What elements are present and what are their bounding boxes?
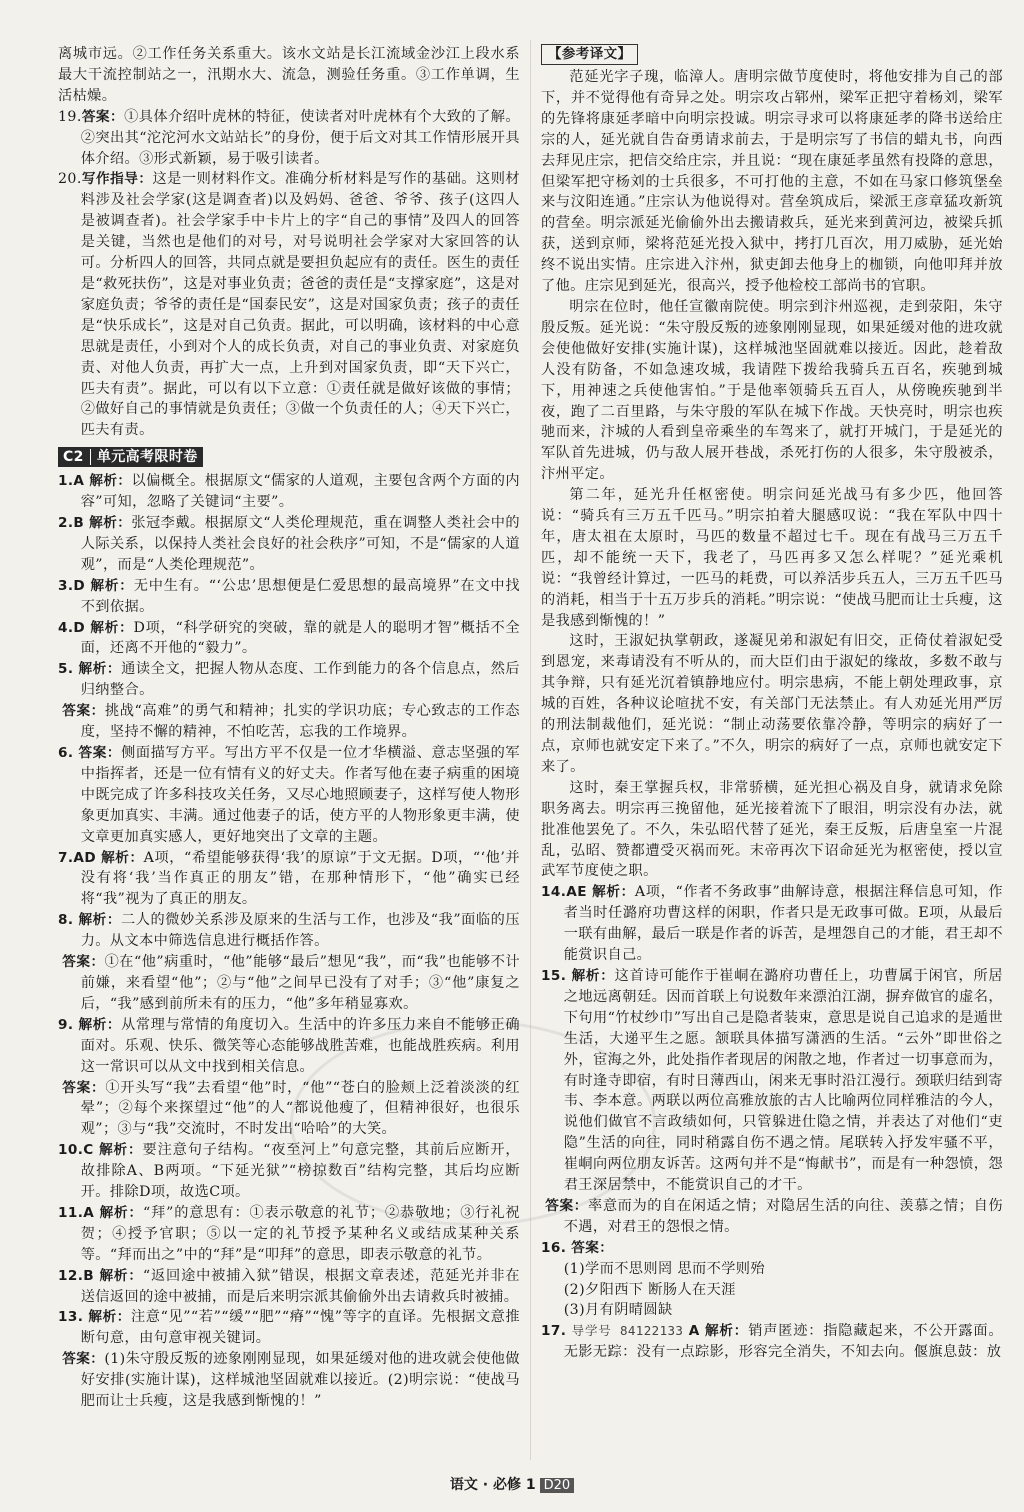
answer-item bbox=[58, 576, 520, 618]
answer-line: (3)月有阴晴圆缺 bbox=[563, 1302, 673, 1319]
item-number: 1.A bbox=[58, 473, 85, 490]
answer-line bbox=[58, 952, 520, 1015]
item-text: 这首诗可能作于崔峒在潞府功曹任上，功曹属于闲官，所居之地远离朝廷。因而首联上句说数年来漂泊江湖，摒弃做官的虚名，下句用“竹杖纱巾”写出自己是隐者装束，意思是说自己追求的是遁世生活，大递平生之愿。颔联具体描写潇洒的生活。“云外”即世俗之外，宦海之外，此处指作者现居的闲散之地，作者过一切事意而为，有时逢寺即宿，有时日薄西山，闲来无事时沿江漫行。颈联归结到寄韦、李本意。两联以两位高雅放旅的古人比喻两位同样雅洁的今人，说他们做官不言政绩如何，只管躲进仕隐之情，并表达了对他们“吏隐”生活的向往，同时稍露自伤不遇之情。尾联转入抒发牢骚不平，崔峒向两位朋友诉苦。这两句并不是“悔献书”，而是有一种怨愤，怨君王深居禁中，不能赏识自己的才干。 bbox=[563, 967, 1003, 1194]
answer-line bbox=[541, 1196, 1003, 1238]
column-divider bbox=[530, 40, 531, 1460]
item-label: 解析： bbox=[704, 1323, 749, 1340]
answer-label: 答案： bbox=[62, 954, 105, 971]
item-label: 解析： bbox=[99, 1204, 143, 1221]
item-number: 4.D bbox=[58, 619, 86, 636]
item-text: 无中生有。“‘公忠’思想便是仁爱思想的最高境界”在文中找不到依据。 bbox=[80, 577, 520, 615]
reference-translation-title: 【参考译文】 bbox=[541, 44, 638, 65]
answer-item bbox=[58, 513, 520, 576]
item-text: A项，“作者不务政事”曲解诗意，根据注释信息可知，作者当时任潞府功曹这样的闲职，作者只是无政事可做。E项，从最后一联有曲解，最后一联是作者的诉苦，是埋怨自己的才能，君王却不能赏识自己。 bbox=[563, 884, 1003, 964]
item-label: 解析： bbox=[90, 619, 134, 636]
item-number: 14.AE bbox=[541, 884, 587, 901]
item-number: 9. bbox=[58, 1016, 74, 1033]
answer-line: (1)学而不思则罔 思而不学则殆 bbox=[563, 1260, 765, 1277]
item-label: 解析： bbox=[78, 661, 122, 678]
item-label: 解析： bbox=[89, 473, 132, 490]
answer-label: 答案： bbox=[62, 1079, 106, 1096]
answer-label: 答案： bbox=[62, 703, 105, 720]
item-text: D项，“科学研究的突破，靠的就是人的聪明才智”概括不全面，还离不开他的“毅力”。 bbox=[80, 619, 520, 657]
item-text: 侧面描写方平。写出方平不仅是一位才华横溢、意志坚强的军中指挥者，还是一位有情有义的好丈夫。作者写他在妻子病重的困境中既完成了许多科技攻关任务，又尽心地照顾妻子，这样写使人物形象更加真实、丰满。通过他妻子的话，使方平的人物形象更丰满，使文章更加真实感人，更好地突出了文章的主题。 bbox=[80, 745, 520, 845]
item-text: 从常理与常情的角度切入。生活中的许多压力来自不能够正确面对。乐观、快乐、微笑等心态能够战胜苦难，也能战胜疾病。利用这一常识可以从文中找到相关信息。 bbox=[80, 1016, 520, 1075]
answer-item bbox=[58, 471, 520, 513]
item-number: 8. bbox=[58, 912, 74, 929]
translation-paragraph: 这时，秦王掌握兵权，非常骄横，延光担心祸及自身，就请求免除职务离去。明宗再三挽留他，延光接着流下了眼泪，明宗没有办法，就批准他罢免了。不久，朱弘昭代替了延光，秦王反叛，后唐皇室一片混乱，弘昭、赞都遭受灭祸而死。末帝再次下诏命延光为枢密使，授以宣武军节度使之职。 bbox=[541, 779, 1003, 880]
answer-label: 答案： bbox=[545, 1197, 588, 1214]
answer-text: (1)朱守殷反叛的迹象刚刚显现，如果延缓对他的进攻就会使他做好安排(实施计谋)，这样城池坚固就难以接近。(2)明宗说：“使战马肥而让士兵瘦，这是我感到惭愧的！” bbox=[80, 1351, 520, 1410]
answer-item bbox=[58, 910, 520, 952]
item-number: 11.A bbox=[58, 1204, 95, 1221]
item-label: 答案： bbox=[78, 745, 122, 761]
q19-text: ①具体介绍叶虎林的特征，使读者对叶虎林有个大致的了解。②突出其“沱沱河水文站站长”的身份，便于后文对其工作情形展开具体介绍。③形式新颖，易于吸引读者。 bbox=[80, 108, 521, 167]
answer-label: 答案： bbox=[62, 1351, 105, 1368]
translation-paragraph: 第二年，延光升任枢密使。明宗问延光战马有多少匹，他回答说：“骑兵有三万五千匹马。”明宗拍着大腿感叹说：“我在军队中四十年，唐太祖在太原时，马匹的数量不超过七千。现在有战马三万五千匹，却不能统一天下，我老了，马匹再多又怎么样呢？”延光乘机说：“我曾经计算过，一匹马的耗费，可以养活步兵五人，三万五千匹马的消耗，相当于十五万步兵的消耗。”明宗说：“使战马肥而让士兵瘦，这是我感到惭愧的！” bbox=[541, 487, 1003, 629]
item-label: 解析： bbox=[78, 1016, 122, 1033]
item-number: 6. bbox=[58, 745, 74, 761]
answer-line bbox=[58, 1349, 520, 1412]
q19-label: 答案： bbox=[81, 108, 125, 125]
answer-text: 挑战“高难”的勇气和精神；扎实的学识功底；专心致志的工作态度，坚持不懈的精神，不怕吃苦，忘我的工作境界。 bbox=[80, 703, 521, 741]
translation-paragraph: 明宗在位时，他任宣徽南院使。明宗到汴州巡视，走到荥阳，朱守殷反叛。延光说：“朱守殷反叛的迹象刚刚显现，如果延缓对他的进攻就会使他做好安排(实施计谋)，这样城池坚固就难以接近。因此，趁着敌人没有防备，不如急速攻城，我请陛下拨给我骑兵五百名，疾驰到城下，用神速之兵使他害怕。”于是他率领骑兵五百人，从傍晚疾驰到半夜，跑了二百里路，与朱守殷的军队在城下作战。天快亮时，明宗也疾驰而来，汴城的人看到皇帝乘坐的车驾来了，就打开城门，于是延光的军队首先进城，仍与敌人展开巷战，杀死打伤的人很多，朱守殷被杀，汴州平定。 bbox=[541, 298, 1003, 483]
left-answer-list bbox=[58, 471, 520, 1412]
answer-item bbox=[58, 1266, 520, 1308]
item-number: 16. bbox=[541, 1239, 567, 1256]
q19-num: 19. bbox=[58, 108, 82, 125]
item-number: 17. bbox=[541, 1323, 567, 1340]
answer-item bbox=[541, 1238, 1003, 1259]
section-title: 单元高考限时卷 bbox=[96, 449, 198, 466]
item-text: A项，“希望能够获得‘我’的原谅”于文无据。D项，“‘他’并没有将‘我’当作真正的朋友”错，在那种情形下，“他”确实已经将“我”视为了真正的朋友。 bbox=[80, 849, 521, 908]
item-number: 7.AD bbox=[58, 849, 97, 866]
answer-item bbox=[58, 848, 520, 911]
answer-item bbox=[58, 618, 520, 660]
answer-item bbox=[58, 659, 520, 701]
answer-line: (2)夕阳西下 断肠人在天涯 bbox=[563, 1281, 736, 1298]
answer-item bbox=[541, 1321, 1003, 1363]
item-label: 解析： bbox=[90, 577, 134, 594]
item-label: 解析： bbox=[571, 967, 615, 984]
item-label: 答案： bbox=[571, 1239, 614, 1256]
item-text: 注意“见”“若”“缓”“肥”“瘠”“愧”等字的直译。先根据文意推断句意，由句意审视关键词。 bbox=[80, 1309, 520, 1347]
answer-item bbox=[541, 882, 1003, 966]
item-text: 以偏概全。根据原文“儒家的人道观，主要包含两个方面的内容”可知，忽略了关键词“主要”。 bbox=[80, 473, 521, 511]
translation-paragraph: 这时，王淑妃执掌朝政，遂凝见弟和淑妃有旧交，正倚仗着淑妃受到恩宠，来毒请没有不听从的，而大臣们由于淑妃的缘故，多数不敢与其争辩，只有延光沉着镇静地应付。明宗患病，不能上朝处理政事，京城的百姓，各种议论喧扰不安，有关部门无法禁止。有人劝延光用严厉的刑法制裁他们，延光说：“制止动荡要依靠冷静，等明宗的病好了一点，京师也就安定下来了。”不久，明宗的病好了一点，京师也就安定下来了。 bbox=[541, 633, 1003, 775]
guide-code: 导学号 84122133 bbox=[571, 1323, 684, 1339]
item-label: 解析： bbox=[592, 884, 635, 901]
item-text: 通读全文，把握人物从态度、工作到能力的各个信息点，然后归纳整合。 bbox=[80, 661, 520, 699]
intro-text: 离城市远。②工作任务关系重大。该水文站是长江流域金沙江上段水系最大干流控制站之一，汛期水大、流急，测验任务重。③工作单调，生活枯燥。 bbox=[58, 46, 520, 104]
item-letter: A bbox=[688, 1323, 700, 1340]
q20-text: 这是一则材料作文。准确分析材料是写作的基础。这则材料涉及社会学家(这是调查者)以及妈妈、爸爸、爷爷、孩子(这四人是被调查者)。社会学家手中卡片上的字“自己的事情”及四人的回答是关键，当然也是他们的对号，对号说明社会学家对大家回答的认可。分析四人的回答，共同点就是要担负起应有的责任。医生的责任是“救死扶伤”，这是对事业负责；爸爸的责任是“支撑家庭”，这是对家庭负责；爷爷的责任是“国泰民安”，这是对国家负责；孩子的责任是“快乐成长”，这是对自己负责。据此，可以明确，该材料的中心意思就是责任，小到对个人的成长负责，对自己的事业负责、对家庭负责、对他人负责，再扩大一点，上升到对国家负责，即“天下兴亡，匹夫有责”。据此，可以有以下立意：①责任就是做好该做的事情；②做好自己的事情就是负责任；③做一个负责任的人；④天下兴亡，匹夫有责。 bbox=[80, 171, 520, 439]
item-label: 解析： bbox=[101, 849, 144, 866]
question-20 bbox=[58, 169, 520, 441]
q20-num: 20. bbox=[58, 171, 82, 188]
item-label: 解析： bbox=[99, 1142, 143, 1159]
item-number: 15. bbox=[541, 967, 567, 984]
item-number: 13. bbox=[58, 1309, 84, 1326]
item-number: 10.C bbox=[58, 1142, 94, 1159]
item-number: 3.D bbox=[58, 577, 86, 594]
answer-text: 率意而为的自在闲适之情；对隐居生活的向往、羡慕之情；自伤不遇，对君王的怨恨之情。 bbox=[563, 1197, 1004, 1235]
q20-label: 写作指导： bbox=[81, 171, 153, 188]
item-text: 销声匿迹：指隐藏起来，不公开露面。无影无踪：没有一点踪影，形容完全消失，不知去向。偃旗息鼓：放 bbox=[563, 1323, 1004, 1361]
item-label: 解析： bbox=[99, 1267, 143, 1284]
item-text: “拜”的意思有：①表示敬意的礼节；②恭敬地；③行礼祝贺；④授予官职；⑤以一定的礼节授予某种名义或结成某种关系等。“拜而出之”中的“拜”是“叩拜”的意思，即表示敬意的礼节。 bbox=[80, 1204, 520, 1263]
page-number: D20 bbox=[540, 1478, 575, 1493]
answer-item bbox=[541, 966, 1003, 1196]
translation-paragraph: 范延光字子瑰，临漳人。唐明宗做节度使时，将他安排为自己的部下，并不觉得他有奇异之处。明宗攻占郓州，梁军正把守着杨刘，梁军的先锋将康延孝暗中向明宗投诚。明宗寻求可以将康延孝的降书送给庄宗的人，延光就自告奋勇请求前去，于是明宗写了书信的蜡丸书，向西去拜见庄宗，把信交给庄宗，并且说：“现在康延孝虽然有投降的意思，但梁军把守杨刘的士兵很多，不可打他的主意，不如在马家口修筑堡垒来与汶阳连通。”庄宗认为他说得对。营垒筑成后，梁派王彦章猛攻新筑的营垒。明宗派延光偷偷外出去搬请救兵，延光来到黄河边，被梁兵抓获，送到京师，梁将范延光投入狱中，拷打几百次，用刀威胁，延光始终不说出实情。庄宗进入汴州，狱吏卸去他身上的枷锁，向他叩拜并放了他。庄宗见到延光，很高兴，授予他检校工部尚书的官职。 bbox=[541, 69, 1003, 295]
item-text: 张冠李戴。根据原文“人类伦理规范，重在调整人类社会中的人际关系，以保持人类社会良好的社会秩序”可知，不是“儒家的人道观”，而是“人类伦理规范”。 bbox=[80, 515, 520, 573]
answer-text: ①在“他”病重时，“他”能够“最后”想见“我”，而“我”也能够不计前嫌，来看望“他”；②与“他”之间早已没有了对手；③“他”康复之后，“我”感到前所未有的压力，“他”多年稍显寡欢。 bbox=[80, 954, 521, 1012]
footer-subject: 语文 · 必修 1 bbox=[449, 1477, 536, 1493]
page-footer bbox=[0, 1474, 1024, 1494]
answer-line bbox=[58, 701, 520, 743]
answer-item bbox=[58, 1307, 520, 1349]
item-label: 解析： bbox=[78, 912, 121, 929]
answer-line bbox=[58, 1078, 520, 1141]
item-text: “返回途中被捕入狱”错误，根据文章表述，范延光并非在送信返回的途中被捕，而是后来明宗派其偷偷外出去请救兵时被捕。 bbox=[80, 1267, 520, 1305]
right-answer-list bbox=[541, 882, 1003, 1363]
answer-item bbox=[58, 743, 520, 848]
answer-item bbox=[58, 1015, 520, 1078]
item-text: 二人的微妙关系涉及原来的生活与工作，也涉及“我”面临的压力。从文本中筛选信息进行概括作答。 bbox=[80, 912, 520, 950]
item-number: 2.B bbox=[58, 515, 85, 532]
item-number: 5. bbox=[58, 661, 74, 678]
item-number: 12.B bbox=[58, 1267, 95, 1284]
section-code: C2 bbox=[63, 449, 91, 465]
left-column bbox=[58, 44, 520, 1412]
translation-paragraphs bbox=[541, 67, 1003, 882]
question-19 bbox=[58, 107, 520, 170]
section-header bbox=[58, 447, 203, 467]
item-label: 解析： bbox=[88, 1309, 132, 1326]
right-column bbox=[541, 44, 1003, 1363]
answer-text: ①开头写“我”去看望“他”时，“他”“苍白的脸颊上泛着淡淡的红晕”；②每个来探望过“他”的人“都说他瘦了，但精神很好，也很乐观”；③与“我”交流时，不时发出“哈哈”的大笑。 bbox=[80, 1079, 520, 1138]
item-text: 要注意句子结构。“夜至河上”句意完整，其前后应断开，故排除A、B两项。“下延光狱”“榜掠数百”结构完整，其后均应断开。排除D项，故选C项。 bbox=[80, 1142, 520, 1201]
answer-item bbox=[58, 1203, 520, 1266]
item-label: 解析： bbox=[89, 515, 132, 532]
answer-item bbox=[58, 1140, 520, 1203]
